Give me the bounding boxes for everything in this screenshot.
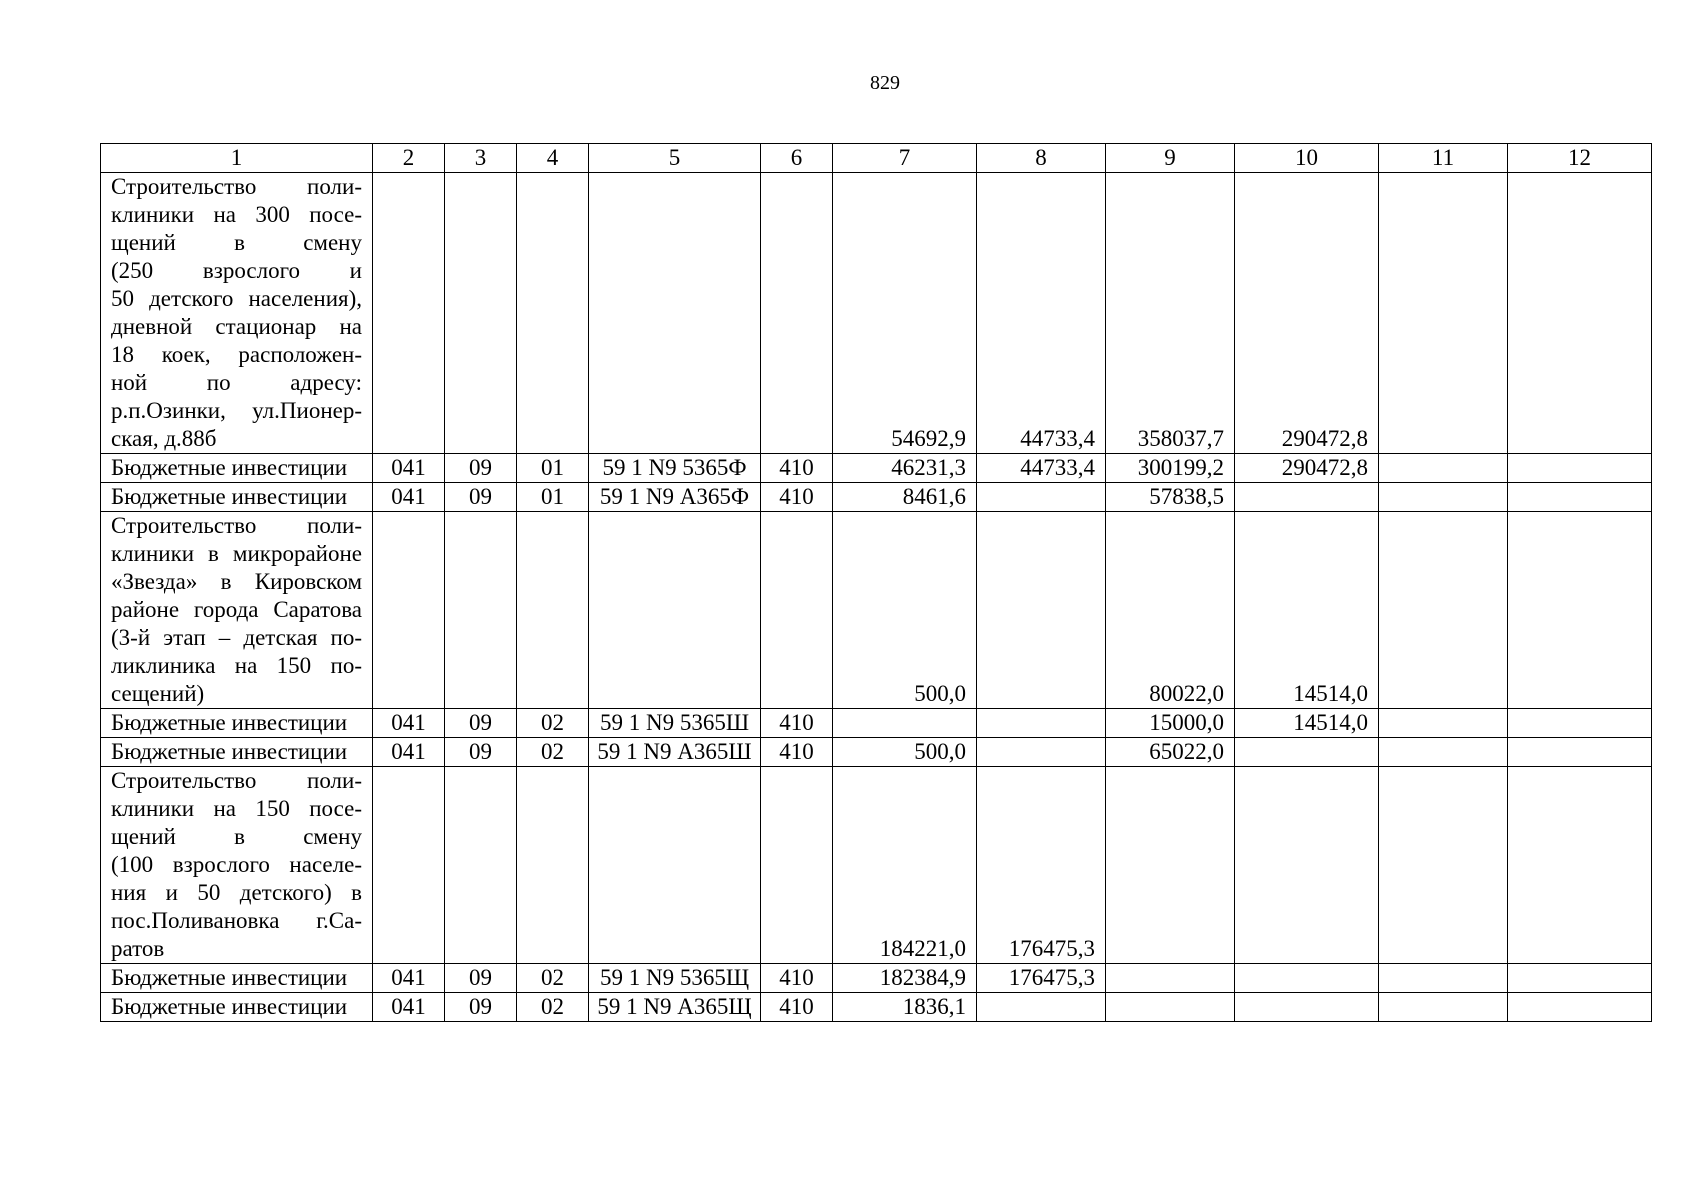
cell-c8: [977, 738, 1106, 767]
cell-c11: [1379, 964, 1508, 993]
object-name-line: 50 детского населения),: [111, 286, 362, 311]
cell-c8: 44733,4: [977, 173, 1106, 454]
table-row-object: [101, 173, 1652, 454]
cell-c8: 44733,4: [977, 454, 1106, 483]
object-name-line: р.п.Озинки, ул.Пионер-: [111, 398, 362, 423]
item-name-cell: Бюджетные инвестиции: [101, 738, 373, 767]
object-name-cell: [101, 767, 373, 964]
cell-c8: 176475,3: [977, 767, 1106, 964]
cell-c11: [1379, 483, 1508, 512]
column-header: 1: [101, 144, 373, 173]
cell-c6: 410: [761, 993, 833, 1022]
cell-c3: 09: [445, 709, 517, 738]
column-header: 12: [1508, 144, 1652, 173]
cell-c3: 09: [445, 964, 517, 993]
item-name-cell: Бюджетные инвестиции: [101, 483, 373, 512]
cell-c10: [1235, 993, 1379, 1022]
cell-c10: [1235, 964, 1379, 993]
cell-c10: 290472,8: [1235, 454, 1379, 483]
object-name-line: ская, д.88б: [111, 426, 217, 451]
cell-c3: [445, 512, 517, 709]
cell-c6: [761, 512, 833, 709]
cell-c10: 14514,0: [1235, 709, 1379, 738]
object-name-line: ной по адресу:: [111, 370, 362, 395]
item-name-cell: Бюджетные инвестиции: [101, 993, 373, 1022]
cell-c9: [1106, 964, 1235, 993]
cell-c8: [977, 512, 1106, 709]
object-name-line: сещений): [111, 681, 205, 706]
cell-c2: 041: [373, 738, 445, 767]
cell-c7: 184221,0: [833, 767, 977, 964]
object-name-line: ратов: [111, 936, 165, 961]
object-name-line: клиники в микрорайоне: [111, 541, 362, 566]
object-name-cell: [101, 512, 373, 709]
cell-c2: [373, 512, 445, 709]
cell-c5: 59 1 N9 5365Ш: [589, 709, 761, 738]
cell-c9: 358037,7: [1106, 173, 1235, 454]
cell-c12: [1508, 767, 1652, 964]
cell-c9: 65022,0: [1106, 738, 1235, 767]
table-row-object: [101, 767, 1652, 964]
cell-c7: 1836,1: [833, 993, 977, 1022]
column-header: 7: [833, 144, 977, 173]
cell-c5: 59 1 N9 А365Щ: [589, 993, 761, 1022]
cell-c3: [445, 173, 517, 454]
cell-c4: [517, 173, 589, 454]
cell-c7: 46231,3: [833, 454, 977, 483]
cell-c11: [1379, 512, 1508, 709]
cell-c9: 15000,0: [1106, 709, 1235, 738]
cell-c2: 041: [373, 993, 445, 1022]
cell-c4: 01: [517, 483, 589, 512]
table-row-object: [101, 512, 1652, 709]
table-row-item: [101, 709, 1652, 738]
cell-c6: 410: [761, 964, 833, 993]
cell-c9: 300199,2: [1106, 454, 1235, 483]
column-header: 10: [1235, 144, 1379, 173]
cell-c11: [1379, 767, 1508, 964]
column-header: 3: [445, 144, 517, 173]
cell-c12: [1508, 483, 1652, 512]
object-name-line: ния и 50 детского) в: [111, 880, 362, 905]
object-name-line: Строительство поли-: [111, 174, 362, 199]
object-name-line: Строительство поли-: [111, 768, 362, 793]
cell-c6: 410: [761, 709, 833, 738]
cell-c6: 410: [761, 454, 833, 483]
object-name-line: 18 коек, расположен-: [111, 342, 362, 367]
cell-c12: [1508, 738, 1652, 767]
table-row-item: [101, 454, 1652, 483]
cell-c2: 041: [373, 709, 445, 738]
cell-c6: 410: [761, 483, 833, 512]
cell-c3: 09: [445, 738, 517, 767]
page-number: 829: [870, 72, 900, 94]
column-header: 4: [517, 144, 589, 173]
column-header: 2: [373, 144, 445, 173]
object-name-line: районе города Саратова: [111, 597, 362, 622]
table-row-item: [101, 738, 1652, 767]
cell-c5: 59 1 N9 5365Ф: [589, 454, 761, 483]
budget-table: [100, 143, 1652, 1022]
cell-c11: [1379, 738, 1508, 767]
cell-c4: [517, 767, 589, 964]
cell-c10: [1235, 483, 1379, 512]
object-name-line: щений в смену: [111, 824, 362, 849]
cell-c4: 02: [517, 709, 589, 738]
object-name-line: ликлиника на 150 по-: [111, 653, 362, 678]
object-name-line: Строительство поли-: [111, 513, 362, 538]
cell-c6: 410: [761, 738, 833, 767]
cell-c12: [1508, 512, 1652, 709]
cell-c3: [445, 767, 517, 964]
cell-c10: [1235, 767, 1379, 964]
table-row-item: [101, 483, 1652, 512]
item-name-cell: Бюджетные инвестиции: [101, 964, 373, 993]
cell-c4: 02: [517, 964, 589, 993]
cell-c12: [1508, 173, 1652, 454]
cell-c6: [761, 173, 833, 454]
cell-c12: [1508, 709, 1652, 738]
object-name-line: (250 взрослого и: [111, 258, 362, 283]
cell-c5: [589, 512, 761, 709]
cell-c3: 09: [445, 993, 517, 1022]
cell-c2: [373, 173, 445, 454]
cell-c5: 59 1 N9 5365Щ: [589, 964, 761, 993]
cell-c8: [977, 483, 1106, 512]
item-name-cell: Бюджетные инвестиции: [101, 709, 373, 738]
cell-c4: 02: [517, 738, 589, 767]
cell-c4: 02: [517, 993, 589, 1022]
cell-c7: 182384,9: [833, 964, 977, 993]
object-name-line: щений в смену: [111, 230, 362, 255]
cell-c8: [977, 993, 1106, 1022]
object-name-line: пос.Поливановка г.Са-: [111, 908, 362, 933]
object-name-cell: [101, 173, 373, 454]
cell-c7: 8461,6: [833, 483, 977, 512]
cell-c11: [1379, 709, 1508, 738]
object-name-line: (3-й этап – детская по-: [111, 625, 362, 650]
column-header: 9: [1106, 144, 1235, 173]
item-name-cell: Бюджетные инвестиции: [101, 454, 373, 483]
cell-c6: [761, 767, 833, 964]
cell-c8: 176475,3: [977, 964, 1106, 993]
table-row-item: [101, 993, 1652, 1022]
column-header: 6: [761, 144, 833, 173]
table-body: [101, 144, 1652, 1022]
object-name-line: клиники на 150 посе-: [111, 796, 362, 821]
cell-c7: 500,0: [833, 738, 977, 767]
object-name-line: (100 взрослого населе-: [111, 852, 362, 877]
object-name-line: «Звезда» в Кировском: [111, 569, 362, 594]
table-row-item: [101, 964, 1652, 993]
cell-c2: 041: [373, 483, 445, 512]
cell-c8: [977, 709, 1106, 738]
cell-c3: 09: [445, 454, 517, 483]
cell-c11: [1379, 993, 1508, 1022]
cell-c11: [1379, 173, 1508, 454]
cell-c10: 14514,0: [1235, 512, 1379, 709]
object-name-line: клиники на 300 посе-: [111, 202, 362, 227]
cell-c4: [517, 512, 589, 709]
cell-c9: [1106, 993, 1235, 1022]
cell-c12: [1508, 964, 1652, 993]
cell-c4: 01: [517, 454, 589, 483]
cell-c9: 57838,5: [1106, 483, 1235, 512]
cell-c2: 041: [373, 454, 445, 483]
column-number-row: [101, 144, 1652, 173]
cell-c5: [589, 173, 761, 454]
column-header: 5: [589, 144, 761, 173]
cell-c9: [1106, 767, 1235, 964]
cell-c12: [1508, 993, 1652, 1022]
cell-c11: [1379, 454, 1508, 483]
cell-c7: 54692,9: [833, 173, 977, 454]
cell-c9: 80022,0: [1106, 512, 1235, 709]
cell-c5: 59 1 N9 А365Ф: [589, 483, 761, 512]
object-name-line: дневной стационар на: [111, 314, 362, 339]
cell-c2: 041: [373, 964, 445, 993]
cell-c10: [1235, 738, 1379, 767]
column-header: 8: [977, 144, 1106, 173]
cell-c12: [1508, 454, 1652, 483]
cell-c3: 09: [445, 483, 517, 512]
cell-c5: 59 1 N9 А365Ш: [589, 738, 761, 767]
cell-c5: [589, 767, 761, 964]
column-header: 11: [1379, 144, 1508, 173]
cell-c7: [833, 709, 977, 738]
cell-c10: 290472,8: [1235, 173, 1379, 454]
cell-c2: [373, 767, 445, 964]
cell-c7: 500,0: [833, 512, 977, 709]
